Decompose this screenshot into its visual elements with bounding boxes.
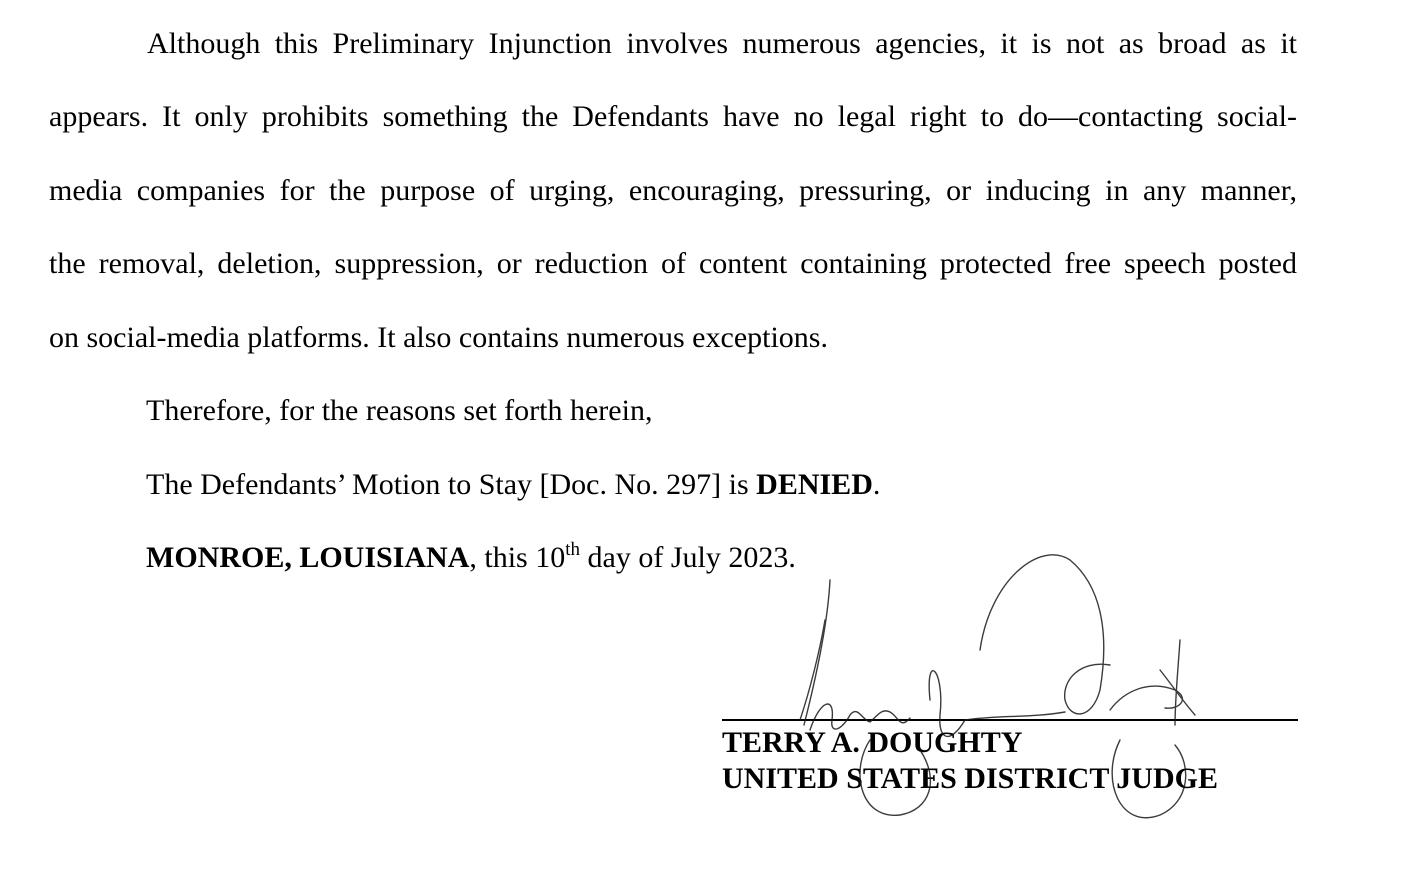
paragraph-line: appears. It only prohibits something the Defendants have no legal right to do—contacting social- xyxy=(49,100,1297,133)
dateline-date: , this 10 xyxy=(469,541,566,574)
dateline xyxy=(146,541,796,575)
signature-line xyxy=(722,719,1298,721)
paragraph-line: Although this Preliminary Injunction involves numerous agencies, it is not as broad as it xyxy=(147,27,1297,60)
dateline-ordinal: th xyxy=(565,539,581,560)
dateline-place: MONROE, LOUISIANA xyxy=(146,541,470,574)
therefore-line: Therefore, for the reasons set forth herein, xyxy=(146,394,653,427)
ruling-prefix: The Defendants’ Motion to Stay [Doc. No. 297] is xyxy=(146,468,757,501)
judge-name: TERRY A. DOUGHTY xyxy=(722,726,1023,759)
paragraph-line: media companies for the purpose of urging, encouraging, pressuring, or inducing in any manner, xyxy=(49,174,1297,207)
ruling-suffix: . xyxy=(872,468,881,501)
paragraph-line: on social-media platforms. It also contains numerous exceptions. xyxy=(49,321,828,354)
dateline-rest: day of July 2023. xyxy=(580,541,796,574)
paragraph-line: the removal, deletion, suppression, or reduction of content containing protected free speech posted xyxy=(49,247,1297,280)
ruling-line xyxy=(146,468,880,502)
judge-title: UNITED STATES DISTRICT JUDGE xyxy=(722,762,1218,795)
ruling-decision: DENIED xyxy=(756,468,873,501)
